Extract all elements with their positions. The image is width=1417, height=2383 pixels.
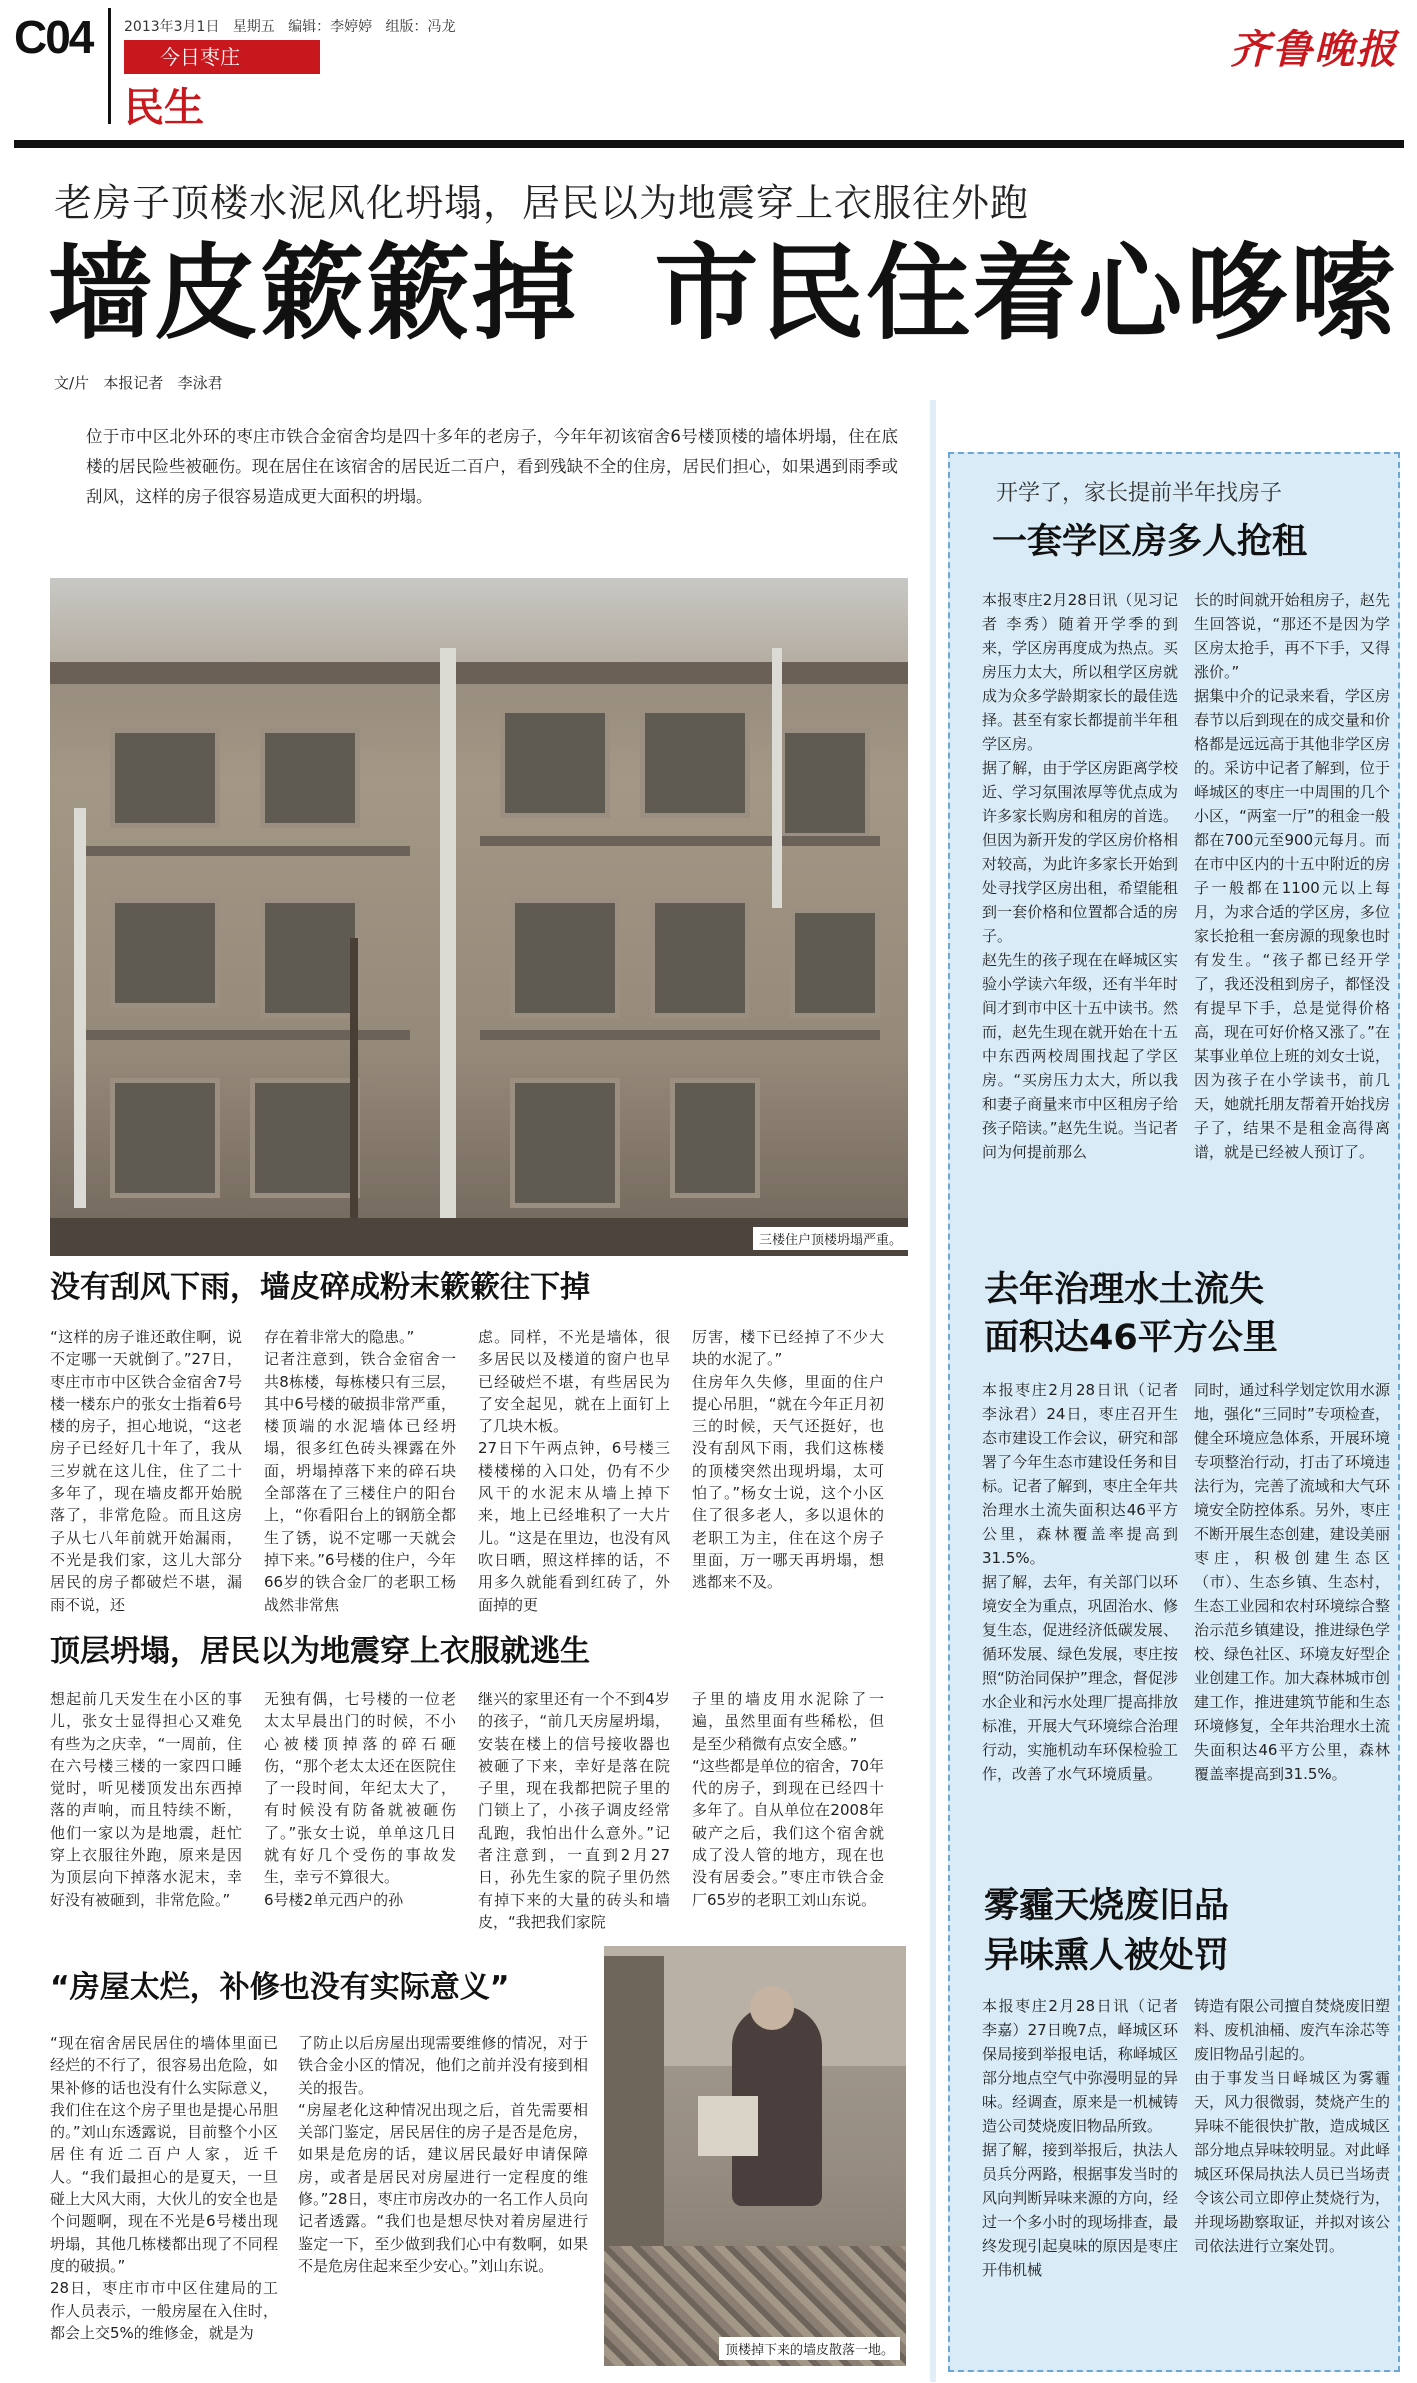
sidebar-story1-col-1: 本报枣庄2月28日讯（见习记者 李秀）随着开学季的到来，学区房再度成为热点。买房压力太大，所以租学区房就成为众多学龄期家长的最佳选择。甚至有家长都提前半年租学区房。 据了解，由于学区房距离学校近、学习氛围浓厚等优点成为许多家长购房和租房的首选。但因为新开发的学区房价格相对较高，为此许多家长开始到处寻找学区房出租，希望能租到一套价格和位置都合适的房子。 赵先生的孩子现在在峄城区实验小学读六年级，还有半年时间才到市中区十五中读书。然而，赵先生现在就开始在十五中东西两校周围找起了学区房。“买房压力太大，所以我和妻子商量来市中区租房子给孩子陪读。”赵先生说。当记者问为何提前那么 (982, 591, 1178, 1161)
masthead-divider (108, 8, 111, 124)
page-code: C04 (14, 11, 93, 63)
building-photo (50, 578, 908, 1256)
section3-col-1: “现在宿舍居民居住的墙体里面已经烂的不行了，很容易出危险，如果补修的话也没有什么实际意义，我们住在这个房子里也是提心吊胆的。”刘山东透露说，目前整个小区居住有近二百户人家，近千人。“我们最担心的是夏天，一旦碰上大风大雨，大伙儿的安全也是个问题啊，现在不光是6号楼出现坍塌，其他几栋楼都出现了不同程度的破损。” 28日，枣庄市市中区住建局的工作人员表示，一般房屋在入住时，都会上交5%的维修金，就是为 (50, 2034, 278, 2342)
section2-col-3: 继兴的家里还有一个不到4岁的孩子，“前几天房屋坍塌，安装在楼上的信号接收器也被砸了下来，幸好是落在院子里，现在我都把院子里的门锁上了，小孩子调皮经常乱跑，我怕出什么意外。”记者注意到，一直到2月27日，孙先生家的院子里仍然有掉下来的大量的砖头和墙皮，“我把我们家院 (478, 1690, 670, 1931)
subhead-2: 顶层坍塌，居民以为地震穿上衣服就逃生 (50, 1634, 590, 1669)
sidebar-story2-headline-2: 面积达46平方公里 (984, 1318, 1278, 1358)
tree (350, 938, 358, 1256)
photo2-caption: 顶楼掉下来的墙皮散落一地。 (719, 2337, 900, 2360)
sidebar-story2-headline-1: 去年治理水土流失 (984, 1270, 1265, 1310)
section1-col-1: “这样的房子谁还敢住啊，说不定哪一天就倒了。”27日，枣庄市市中区铁合金宿舍7号楼一楼东户的张女士指着6号楼的房子，担心地说，“这老房子已经好几十年了，我从三岁就在这儿住，住了二十多年了，现在墙皮都开始脱落了，非常危险。而且这房子从七八年前就开始漏雨，不光是我们家，这儿大部分居民的房子都破烂不堪，漏雨不说，还 (50, 1328, 242, 1614)
section-tag: 今日枣庄 (124, 40, 320, 74)
lead-paragraph: 位于市中区北外环的枣庄市铁合金宿舍均是四十多年的老房子，今年年初该宿舍6号楼顶楼的墙体坍塌，住在底楼的居民险些被砸伤。现在居住在该宿舍的居民近二百户，看到残缺不全的住房，居民们担心，如果遇到雨季或刮风，这样的房子很容易造成更大面积的坍塌。 (86, 427, 898, 506)
subhead-3: “房屋太烂，补修也没有实际意义” (50, 1970, 510, 2005)
sidebar-story2-col-2: 同时，通过科学划定饮用水源地，强化“三同时”专项检查，健全环境应急体系，开展环境专项整治行动，打击了环境违法行为，完善了流域和大气环境安全防控体系。另外，枣庄不断开展生态创建，建设美丽枣庄，积极创建生态区（市）、生态乡镇、生态村，生态工业园和农村环境综合整治示范乡镇建设，推进绿色学校、绿色社区、环境友好型企业创建工作。加大森林城市创建工作，推进建筑节能和生态环境修复，全年共治理水土流失面积达46平方公里，森林覆盖率提高到31.5%。 (1194, 1381, 1390, 1783)
sidebar-rail (930, 400, 936, 2382)
sidebar-story3-headline-2: 异味熏人被处罚 (984, 1936, 1230, 1976)
top-rule (14, 140, 1404, 148)
section-title: 民生 (124, 85, 204, 131)
sidebar-story3-col-1: 本报枣庄2月28日讯（记者 李嘉）27日晚7点，峄城区环保局接到举报电话，称峄城区部分地点空气中弥漫明显的异味。经调查，原来是一机械铸造公司焚烧废旧物品所致。 据了解，接到举报后，执法人员兵分两路，根据事发当时的风向判断异味来源的方向，经过一个多小时的现场排查，最终发现引起臭味的原因是枣庄开伟机械 (982, 1997, 1178, 2279)
section3-col-2: 了防止以后房屋出现需要维修的情况，对于铁合金小区的情况，他们之前并没有接到相关的报告。 “房屋老化这种情况出现之后，首先需要相关部门鉴定，居民居住的房子是否是危房，如果是危房的话，建议居民最好申请保障房，或者是居民对房屋进行一定程度的维修。”28日，枣庄市房改办的一名工作人员向记者透露。“我们也是想尽快对着房屋进行鉴定一下，至少做到我们心中有数啊，如果不是危房住起来至少安心。”刘山东说。 (298, 2034, 588, 2275)
debris-photo (604, 1946, 906, 2366)
photo1-caption: 三楼住户顶楼坍塌严重。 (753, 1227, 908, 1250)
date-line: 2013年3月1日 星期五 编辑：李婷婷 组版：冯龙 (124, 19, 456, 35)
section2-col-2: 无独有偶，七号楼的一位老太太早晨出门的时候，不小心被楼顶掉落的碎石砸伤，“那个老太太还在医院住了一段时间，年纪太大了，有时候没有防备就被砸伤了。”张女士说，单单这几日就有好几个受伤的事故发生，幸亏不算很大。 6号楼2单元西户的孙 (264, 1690, 456, 1909)
byline: 文/片 本报记者 李泳君 (54, 374, 223, 392)
section2-col-1: 想起前几天发生在小区的事儿，张女士显得担心又难免有些为之庆幸，“一周前，住在六号楼三楼的一家四口睡觉时，听见楼顶发出东西掉落的声响，而且特续不断，他们一家以为是地震，赶忙穿上衣服往外跑，原来是因为顶层向下掉落水泥末，幸好没有被砸到，非常危险。” (50, 1690, 242, 1909)
subhead-1: 没有刮风下雨，墙皮碎成粉末簌簌往下掉 (50, 1270, 590, 1305)
section1-col-3: 虑。同样，不光是墙体，很多居民以及楼道的窗户也早已经破烂不堪，有些居民为了安全起见，就在上面钉上了几块木板。 27日下午两点钟，6号楼三楼楼梯的入口处，仍有不少风干的水泥末从墙上掉下来，地上已经堆积了一大片儿。“这是在里边，也没有风吹日晒，照这样摔的话，不用多久就能看到红砖了，外面掉的更 (478, 1328, 670, 1614)
section1-col-2: 存在着非常大的隐患。” 记者注意到，铁合金宿舍一共8栋楼，每栋楼只有三层，其中6号楼的破损非常严重，楼顶端的水泥墙体已经坍塌，很多红色砖头裸露在外面，坍塌掉落下来的碎石块全部落在了三楼住户的阳台上，“你看阳台上的钢筋全都生了锈，说不定哪一天就会掉下来。”6号楼的住户，今年66岁的铁合金厂的老职工杨战然非常焦 (264, 1328, 456, 1614)
sidebar-story1-kicker: 开学了，家长提前半年找房子 (996, 481, 1283, 506)
section1-col-4: 厉害，楼下已经掉了不少大块的水泥了。” 住房年久失修，里面的住户提心吊胆，“就在今年正月初三的时候，天气还挺好，也没有刮风下雨，我们这栋楼的顶楼突然出现坍塌，太可怕了。”杨女士说，这个小区住了很多老人，多以退休的老职工为主，住在这个房子里面，万一哪天再坍塌，想逃都来不及。 (692, 1328, 884, 1592)
sidebar-story1-col-2: 长的时间就开始租房子，赵先生回答说，“那还不是因为学区房太抢手，再不下手，又得涨价。” 据集中介的记录来看，学区房春节以后到现在的成交量和价格都是远远高于其他非学区房的。采访中记者了解到，位于峄城区的枣庄一中周围的几个小区，“两室一厅”的租金一般都在700元至900元每月。而在市中区内的十五中附近的房子一般都在1100元以上每月，为求合适的学区房，多位家长抢租一套房源的现象也时有发生。“孩子都已经开学了，我还没租到房子，都怪没有提早下手，总是觉得价格高，现在可好价格又涨了。”在某事业单位上班的刘女士说，因为孩子在小学读书，前几天，她就托朋友帮着开始找房子了，结果不是租金高得离谱，就是已经被人预订了。 (1194, 591, 1390, 1161)
sidebar-story1-headline: 一套学区房多人抢租 (992, 522, 1308, 562)
sidebar-story3-headline-1: 雾霾天烧废旧品 (984, 1886, 1230, 1926)
section2-col-4: 子里的墙皮用水泥除了一遍，虽然里面有些稀松，但是至少稍微有点安全感。” “这些都是单位的宿舍，70年代的房子，到现在已经四十多年了。自从单位在2008年破产之后，我们这个宿舍就成了没人管的地方，现在也没有居委会。”枣庄市铁合金厂65岁的老职工刘山东说。 (692, 1690, 884, 1909)
story-headline: 墙皮簌簌掉 市民住着心哆嗦 (48, 232, 1397, 354)
newspaper-logo: 齐鲁晚报 (1230, 26, 1398, 73)
story-kicker: 老房子顶楼水泥风化坍塌，居民以为地震穿上衣服往外跑 (54, 181, 1030, 225)
sidebar-story3-col-2: 铸造有限公司擅自焚烧废旧塑料、废机油桶、废汽车涂芯等废旧物品引起的。 由于事发当日峄城区为雾霾天，风力很微弱，焚烧产生的异味不能很快扩散，造成城区部分地点异味较明显。对此峄城区环保局执法人员已当场责令该公司立即停止焚烧行为，并现场勘察取证，并拟对该公司依法进行立案处罚。 (1194, 1997, 1390, 2255)
sidebar-story2-col-1: 本报枣庄2月28日讯（记者 李泳君）24日，枣庄召开生态市建设工作会议，研究和部署了今年生态市建设任务和目标。记者了解到，枣庄全年共治理水土流失面积达46平方公里，森林覆盖率提高到31.5%。 据了解，去年，有关部门以环境安全为重点，巩固治水、修复生态，促进经济低碳发展、循环发展、绿色发展，枣庄按照“防治同保护”理念，督促涉水企业和污水处理厂提高排放标准，开展大气环境综合治理行动，实施机动车环保检验工作，改善了水气环境质量。 (982, 1381, 1178, 1783)
